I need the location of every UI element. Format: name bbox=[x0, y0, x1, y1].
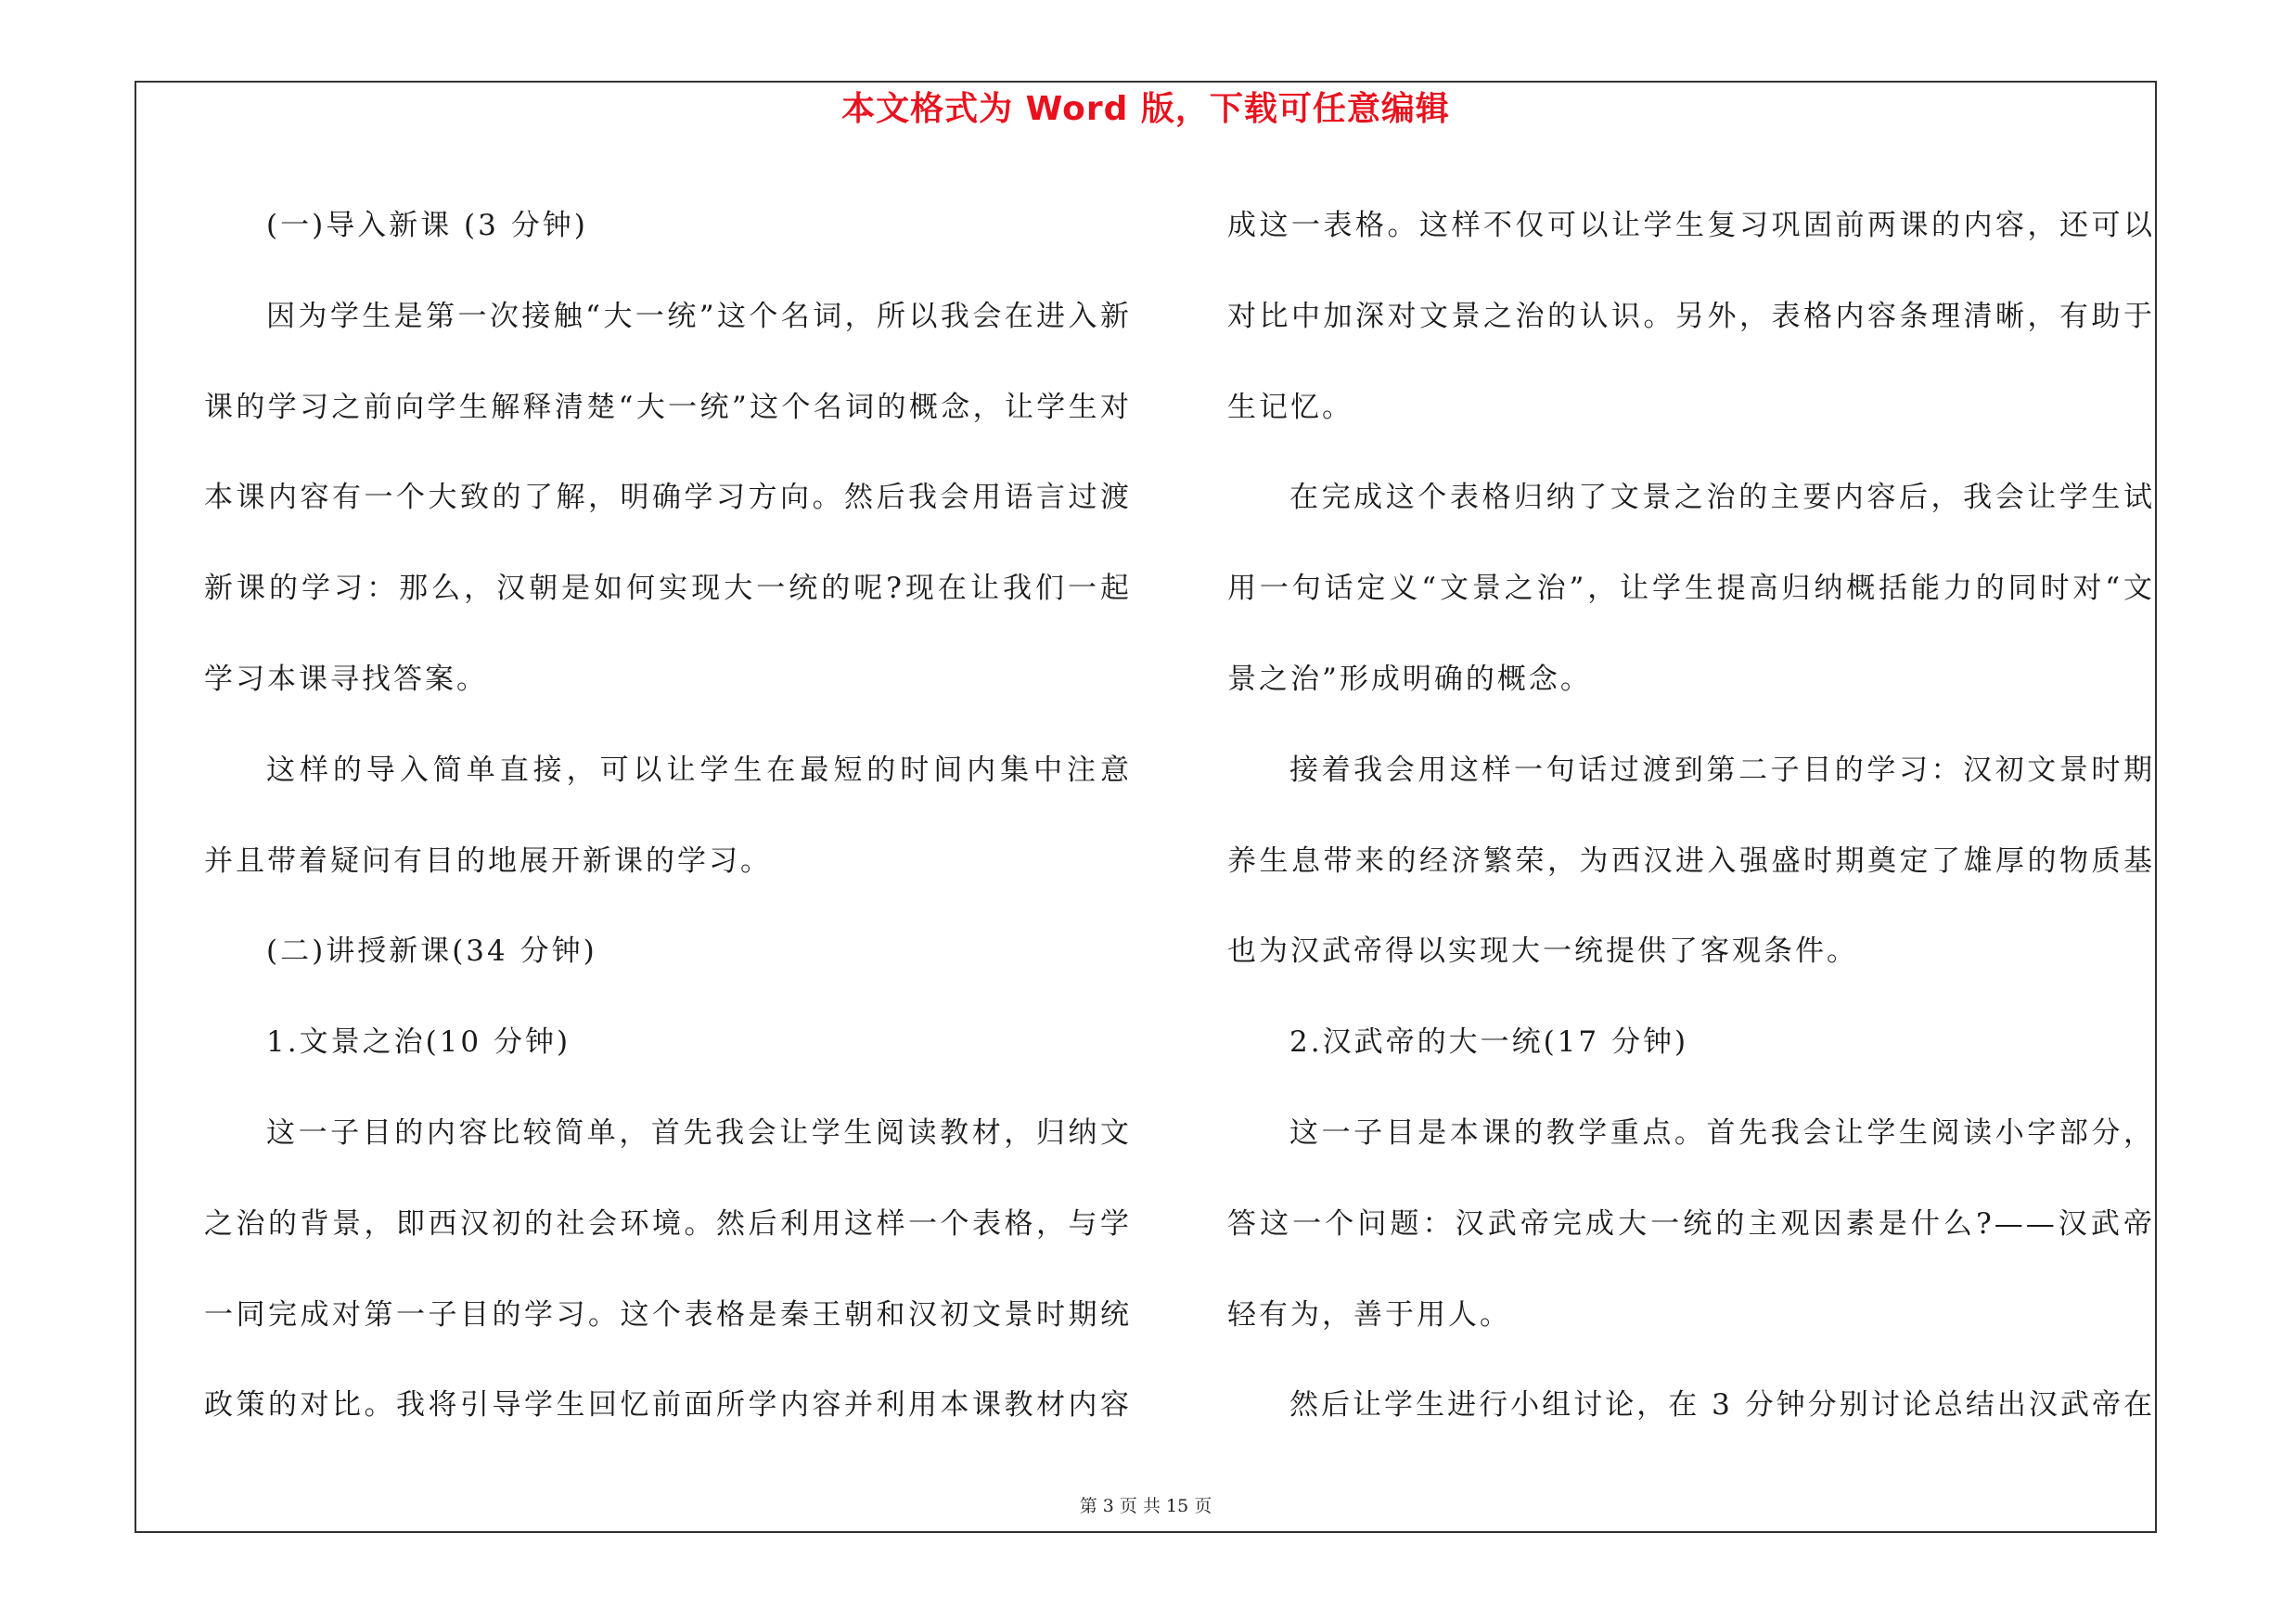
paragraph-line: 成这一表格。这样不仅可以让学生复习巩固前两课的内容，还可以 bbox=[1227, 209, 2155, 242]
paragraph-line: 轻有为，善于用人。 bbox=[1227, 1297, 1511, 1332]
paragraph-line: 答这一个问题：汉武帝完成大一统的主观因素是什么?——汉武帝 bbox=[1227, 1206, 2155, 1241]
paragraph-line: 景之治”形成明确的概念。 bbox=[1227, 662, 1592, 696]
paragraph-line: 然后让学生进行小组讨论，在 3 分钟分别讨论总结出汉武帝在 bbox=[1289, 1388, 2155, 1423]
paragraph-line: 在完成这个表格归纳了文景之治的主要内容后，我会让学生试 bbox=[1289, 481, 2155, 515]
paragraph-line: 用一句话定义“文景之治”，让学生提高归纳概括能力的同时对“文 bbox=[1227, 572, 2155, 606]
paragraph-line: 这一子目的内容比较简单，首先我会让学生阅读教材，归纳文 bbox=[266, 1115, 1132, 1150]
subsection-heading: 1.文景之治(10 分钟) bbox=[266, 1025, 571, 1060]
right-column bbox=[1227, 181, 2155, 1451]
paragraph-line: 也为汉武帝得以实现大一统提供了客观条件。 bbox=[1227, 934, 1858, 969]
paragraph-line: 新课的学习：那么，汉朝是如何实现大一统的呢?现在让我们一起 bbox=[204, 572, 1132, 606]
paragraph-line: 因为学生是第一次接触“大一统”这个名词，所以我会在进入新 bbox=[266, 299, 1132, 333]
paragraph-line: 这样的导入简单直接，可以让学生在最短的时间内集中注意 bbox=[266, 753, 1132, 787]
paragraph-line: 学习本课寻找答案。 bbox=[204, 662, 488, 696]
page-indicator: 第 3 页 共 15 页 bbox=[1079, 1496, 1212, 1516]
paragraph-line: 接着我会用这样一句话过渡到第二子目的学习：汉初文景时期 bbox=[1289, 753, 2155, 787]
paragraph-line: 生记忆。 bbox=[1227, 390, 1353, 424]
paragraph-line: 并且带着疑问有目的地展开新课的学习。 bbox=[204, 844, 772, 878]
paragraph-line: 一同完成对第一子目的学习。这个表格是秦王朝和汉初文景时期统 bbox=[204, 1297, 1132, 1332]
section-heading: (二)讲授新课(34 分钟) bbox=[266, 934, 597, 969]
paragraph-line: 政策的对比。我将引导学生回忆前面所学内容并利用本课教材内容 bbox=[204, 1388, 1132, 1423]
left-column bbox=[204, 181, 1132, 1451]
subsection-heading: 2.汉武帝的大一统(17 分钟) bbox=[1289, 1025, 1689, 1060]
document-banner: 本文格式为 Word 版，下载可任意编辑 bbox=[841, 90, 1450, 128]
paragraph-line: 本课内容有一个大致的了解，明确学习方向。然后我会用语言过渡 bbox=[204, 481, 1132, 515]
paragraph-line: 养生息带来的经济繁荣，为西汉进入强盛时期奠定了雄厚的物质基 bbox=[1227, 844, 2155, 878]
paragraph-line: 这一子目是本课的教学重点。首先我会让学生阅读小字部分， bbox=[1289, 1115, 2155, 1150]
paragraph-line: 对比中加深对文景之治的认识。另外，表格内容条理清晰，有助于 bbox=[1227, 299, 2155, 333]
section-heading: (一)导入新课 (3 分钟) bbox=[266, 209, 588, 242]
paragraph-line: 之治的背景，即西汉初的社会环境。然后利用这样一个表格，与学 bbox=[204, 1206, 1132, 1241]
paragraph-line: 课的学习之前向学生解释清楚“大一统”这个名词的概念，让学生对 bbox=[204, 390, 1132, 424]
